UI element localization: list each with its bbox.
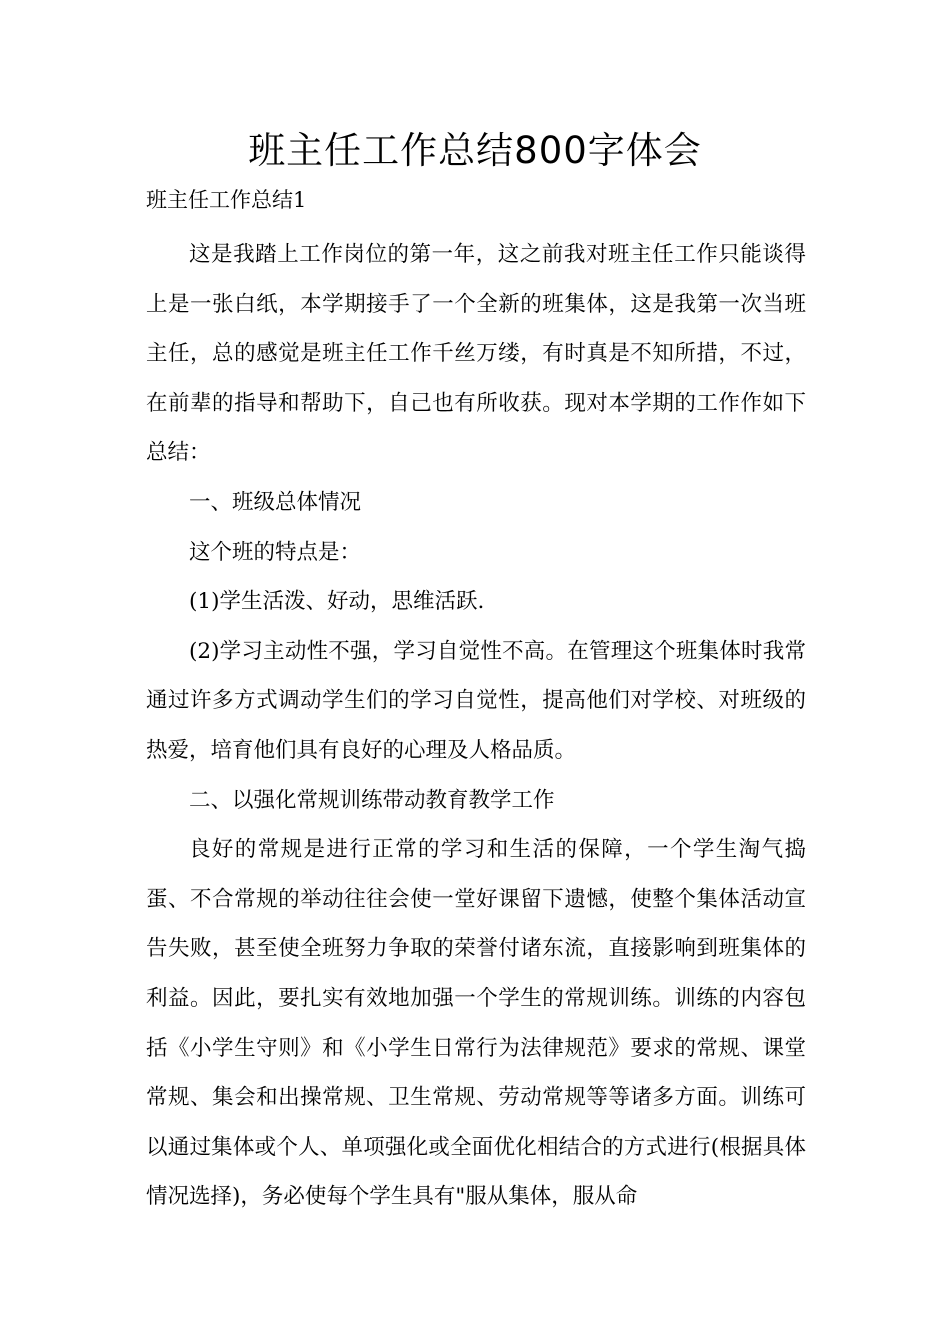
- paragraph-class-features: 这个班的特点是：: [189, 539, 362, 565]
- heading-routine-training: 二、以强化常规训练带动教育教学工作: [189, 787, 555, 813]
- paragraph-intro: 这是我踏上工作岗位的第一年，这之前我对班主任工作只能谈得上是一张白纸，本学期接手了一个全新的班集体，这是我第一次当班主任，总的感觉是班主任工作千丝万缕，有时真是不知所措，不过，在前辈的指导和帮助下，自己也有所收获。现对本学期的工作作如下总结：: [146, 242, 806, 466]
- heading-class-overview: 一、班级总体情况: [189, 489, 362, 515]
- list-item-2: (2)学习主动性不强，学习自觉性不高。在管理这个班集体时我常通过许多方式调动学生们的学习自觉性，提高他们对学校、对班级的热爱，培育他们具有良好的心理及人格品质。: [146, 638, 806, 763]
- list-item-1: (1)学生活泼、好动，思维活跃.: [189, 589, 485, 615]
- paragraph-routine-training: 良好的常规是进行正常的学习和生活的保障，一个学生淘气捣蛋、不合常规的举动往往会使一堂好课留下遗憾，使整个集体活动宣告失败，甚至使全班努力争取的荣誉付诸东流，直接影响到班集体的利益。因此，要扎实有效地加强一个学生的常规训练。训练的内容包括《小学生守则》和《小学生日常行为法律规范》要求的常规、课堂常规、集会和出操常规、卫生常规、劳动常规等等诸多方面。训练可以通过集体或个人、单项强化或全面优化相结合的方式进行(根据具体情况选择)，务必使每个学生具有"服从集体，服从命: [146, 837, 806, 1210]
- document-body: [146, 230, 806, 1222]
- document-title: 班主任工作总结800字体会: [248, 129, 702, 172]
- section-subtitle: 班主任工作总结1: [146, 188, 307, 212]
